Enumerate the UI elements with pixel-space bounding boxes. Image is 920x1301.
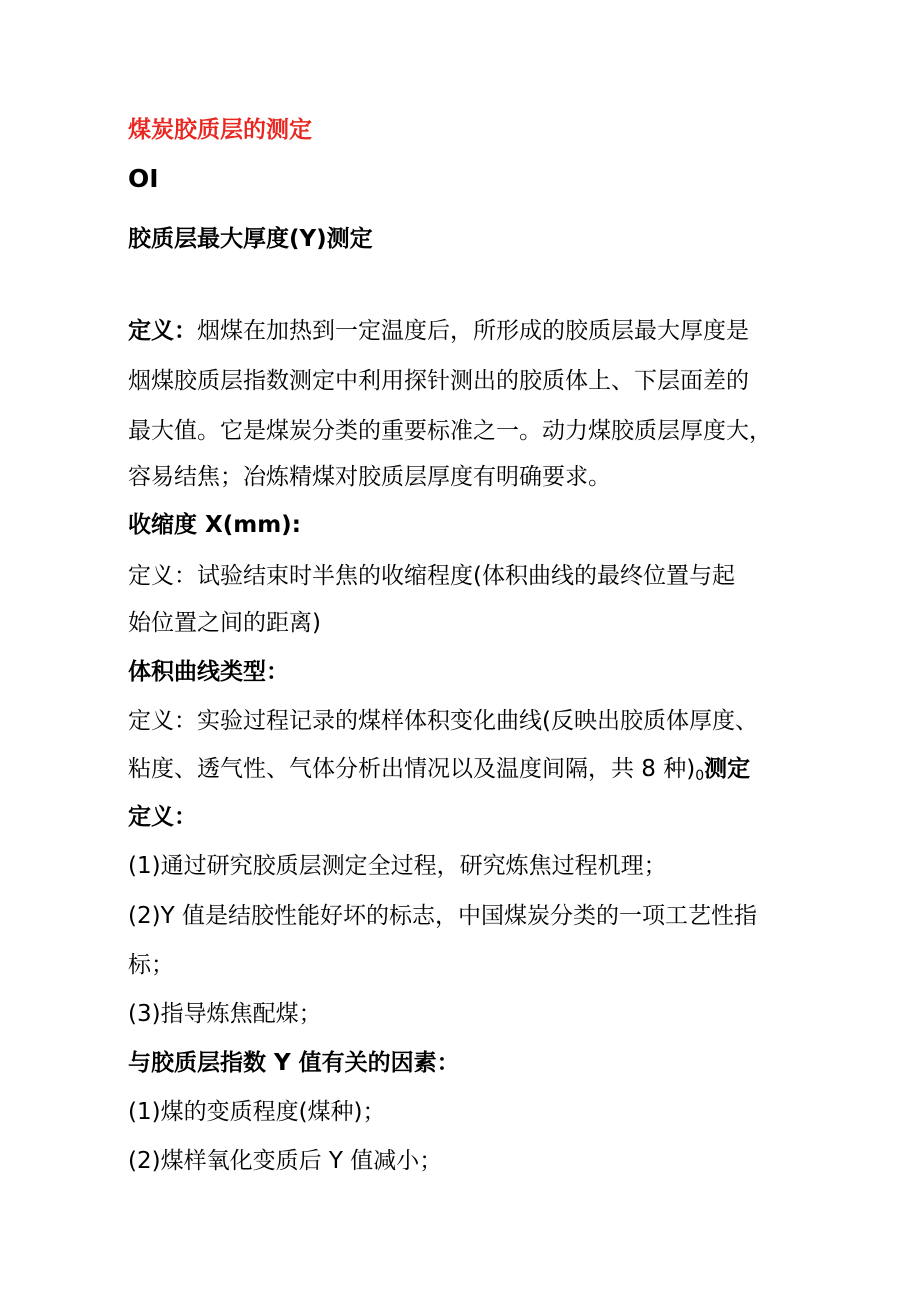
measure-label: 测定 bbox=[704, 756, 751, 782]
purpose-item-3: (3)指导炼焦配煤； bbox=[128, 1001, 322, 1027]
definition-curve-text: 粘度、透气性、气体分析出情况以及温度间隔，共 8 种) bbox=[128, 756, 696, 782]
factor-item-1: (1)煤的变质程度(煤种)； bbox=[128, 1099, 386, 1125]
heading-y-thickness: 胶质层最大厚度(Y)测定 bbox=[128, 226, 373, 252]
definition-y-line-3: 最大值。它是煤炭分类的重要标准之一。动力煤胶质层厚度大， bbox=[128, 418, 772, 444]
ol-mark: OI bbox=[128, 164, 159, 193]
definition-label: 定义： bbox=[128, 318, 197, 344]
purpose-item-2-line-2: 标； bbox=[128, 952, 174, 978]
purpose-item-2-line-1: (2)Y 值是结胶性能好坏的标志，中国煤炭分类的一项工艺性指 bbox=[128, 903, 757, 929]
document-title: 煤炭胶质层的测定 bbox=[128, 117, 312, 143]
definition-curve-line-3: 定义： bbox=[128, 804, 197, 830]
heading-volume-curve: 体积曲线类型： bbox=[128, 659, 289, 685]
definition-y-text: 烟煤在加热到一定温度后，所形成的胶质层最大厚度是 bbox=[197, 318, 749, 344]
definition-curve-line-1: 定义：实验过程记录的煤样体积变化曲线(反映出胶质体厚度、 bbox=[128, 708, 758, 734]
definition-x-line-2: 始位置之间的距离) bbox=[128, 610, 321, 636]
definition-x-line-1: 定义：试验结束时半焦的收缩程度(体积曲线的最终位置与起 bbox=[128, 563, 735, 589]
definition-y-line-4: 容易结焦；冶炼精煤对胶质层厚度有明确要求。 bbox=[128, 464, 611, 490]
subscript-zero: 0 bbox=[695, 768, 705, 784]
definition-y-line-2: 烟煤胶质层指数测定中利用探针测出的胶质体上、下层面差的 bbox=[128, 368, 749, 394]
definition-y-line-1 bbox=[128, 316, 749, 346]
heading-shrinkage-x: 收缩度 X(mm): bbox=[128, 512, 301, 538]
definition-curve-line-2 bbox=[128, 754, 750, 791]
heading-factors: 与胶质层指数 Y 值有关的因素： bbox=[128, 1050, 460, 1076]
purpose-item-1: (1)通过研究胶质层测定全过程，研究炼焦过程机理； bbox=[128, 853, 667, 879]
factor-item-2: (2)煤样氧化变质后 Y 值减小； bbox=[128, 1148, 443, 1174]
